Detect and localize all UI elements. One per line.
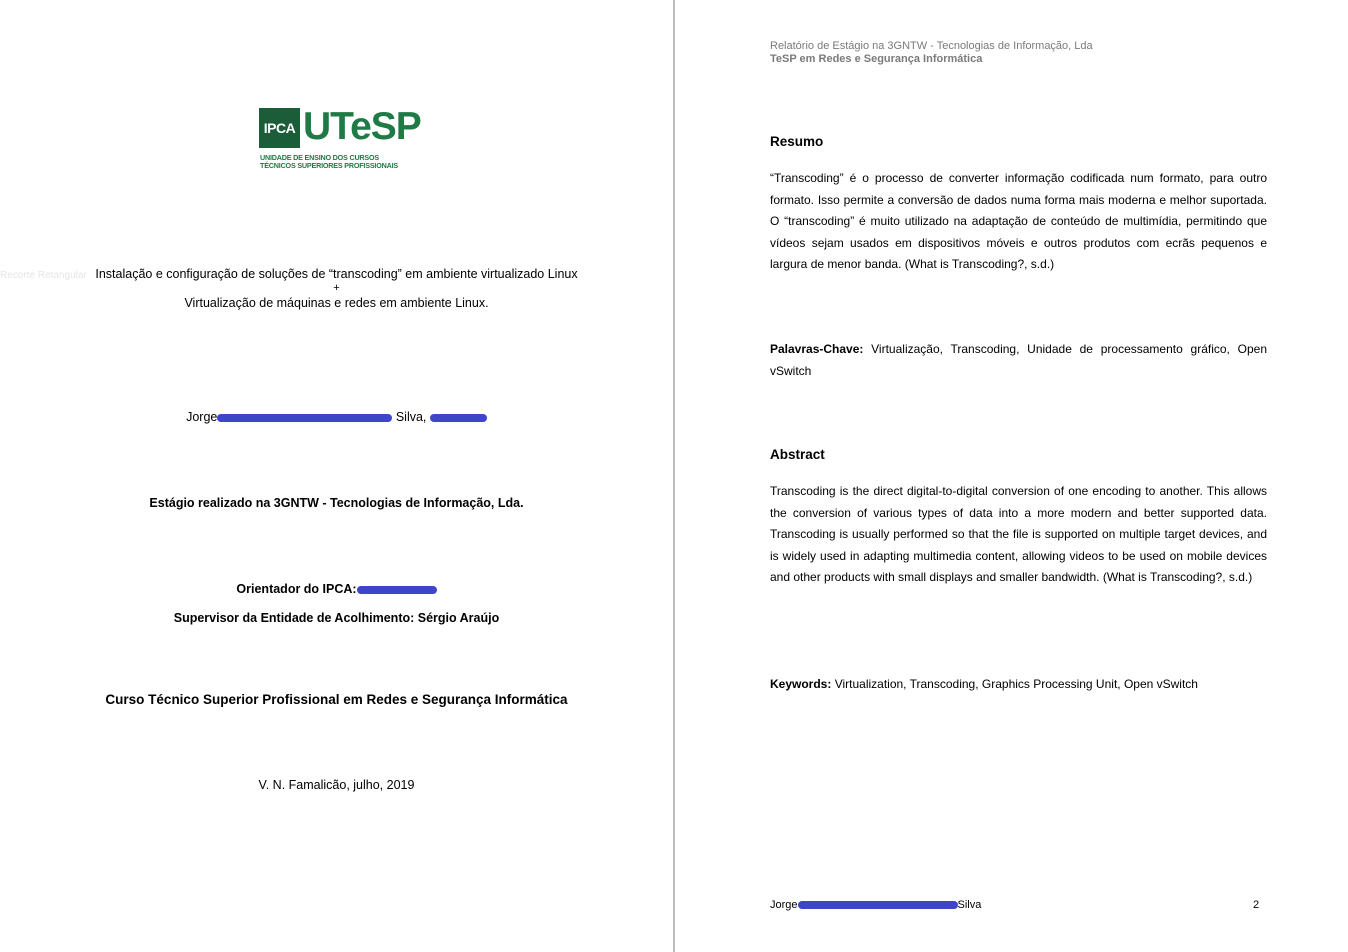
ghost-label: Recorte Retangular	[0, 270, 87, 281]
cover-supervisor: Supervisor da Entidade de Acolhimento: Sérgio Araújo	[173, 611, 500, 625]
resumo-heading: Resumo	[770, 134, 824, 149]
keywords-text: Virtualization, Transcoding, Graphics Processing Unit, Open vSwitch	[831, 677, 1198, 691]
footer-author	[770, 899, 981, 911]
author-last-name: Silva,	[395, 410, 427, 424]
page-header-line1: Relatório de Estágio na 3GNTW - Tecnologias de Informação, Lda	[770, 40, 1093, 52]
ipca-logo-box: IPCA	[259, 108, 300, 148]
page-number: 2	[1253, 899, 1260, 911]
redaction-mark	[217, 414, 392, 422]
palavras-chave-paragraph	[770, 339, 1267, 382]
abstract-page	[675, 0, 1348, 952]
resumo-paragraph: “Transcoding” é o processo de converter informação codificada num formato, para outro formato. Isso permite a conversão de dados numa forma mais moderna e melhor suportada. O “transcoding” é muito utilizado na adaptação de conteúdo de multimídia, permitindo que vídeos sejam usados em dispositivos móveis e outros produtos com ecrãs pequenos e largura de menor banda. (What is Transcoding?, s.d.)	[770, 171, 1267, 272]
redaction-mark	[430, 414, 487, 422]
abstract-paragraph: Transcoding is the direct digital-to-digital conversion of one encoding to another. This allows the conversion of various types of data into a more modern and better supported data. Transcoding is usually performed so that the file is supported on multiple target devices, and is widely used in adapting multimedia content, allowing videos to be used on mobile devices and other products with small displays and smaller bandwidth. (What is Transcoding?, s.d.)	[770, 484, 1267, 585]
advisor-label: Orientador do IPCA:	[236, 582, 357, 596]
abstract-heading: Abstract	[770, 447, 825, 462]
cover-author	[0, 410, 673, 424]
keywords-paragraph	[770, 674, 1267, 696]
redaction-mark	[357, 586, 437, 594]
cover-title-line2: Virtualização de máquinas e redes em ambiente Linux.	[184, 296, 489, 310]
author-first-name: Jorge	[186, 410, 218, 424]
redaction-mark	[798, 901, 958, 909]
utesp-logo	[259, 105, 429, 170]
palavras-chave-text: Virtualização, Transcoding, Unidade de processamento gráfico, Open vSwitch	[770, 342, 1267, 378]
palavras-chave-label: Palavras-Chave:	[770, 342, 864, 356]
cover-title-plus: +	[333, 282, 340, 294]
logo-subtitle-line2: TÉCNICOS SUPERIORES PROFISSIONAIS	[260, 161, 398, 170]
keywords-label: Keywords:	[770, 677, 832, 691]
cover-place-date: V. N. Famalicão, julho, 2019	[258, 778, 415, 792]
cover-title-line1: Instalação e configuração de soluções de “transcoding” em ambiente virtualizado Linux	[95, 267, 578, 281]
cover-page	[0, 0, 673, 952]
footer-author-first: Jorge	[770, 899, 798, 911]
page-header-line2: TeSP em Redes e Segurança Informática	[770, 53, 983, 65]
cover-internship: Estágio realizado na 3GNTW - Tecnologias de Informação, Lda.	[149, 496, 524, 510]
cover-advisor	[0, 582, 673, 596]
logo-subtitle-line1: UNIDADE DE ENSINO DOS CURSOS	[260, 153, 379, 162]
cover-course: Curso Técnico Superior Profissional em Redes e Segurança Informática	[105, 692, 568, 707]
footer-author-last: Silva	[957, 899, 982, 911]
utesp-logo-word: UTeSP	[303, 105, 421, 148]
